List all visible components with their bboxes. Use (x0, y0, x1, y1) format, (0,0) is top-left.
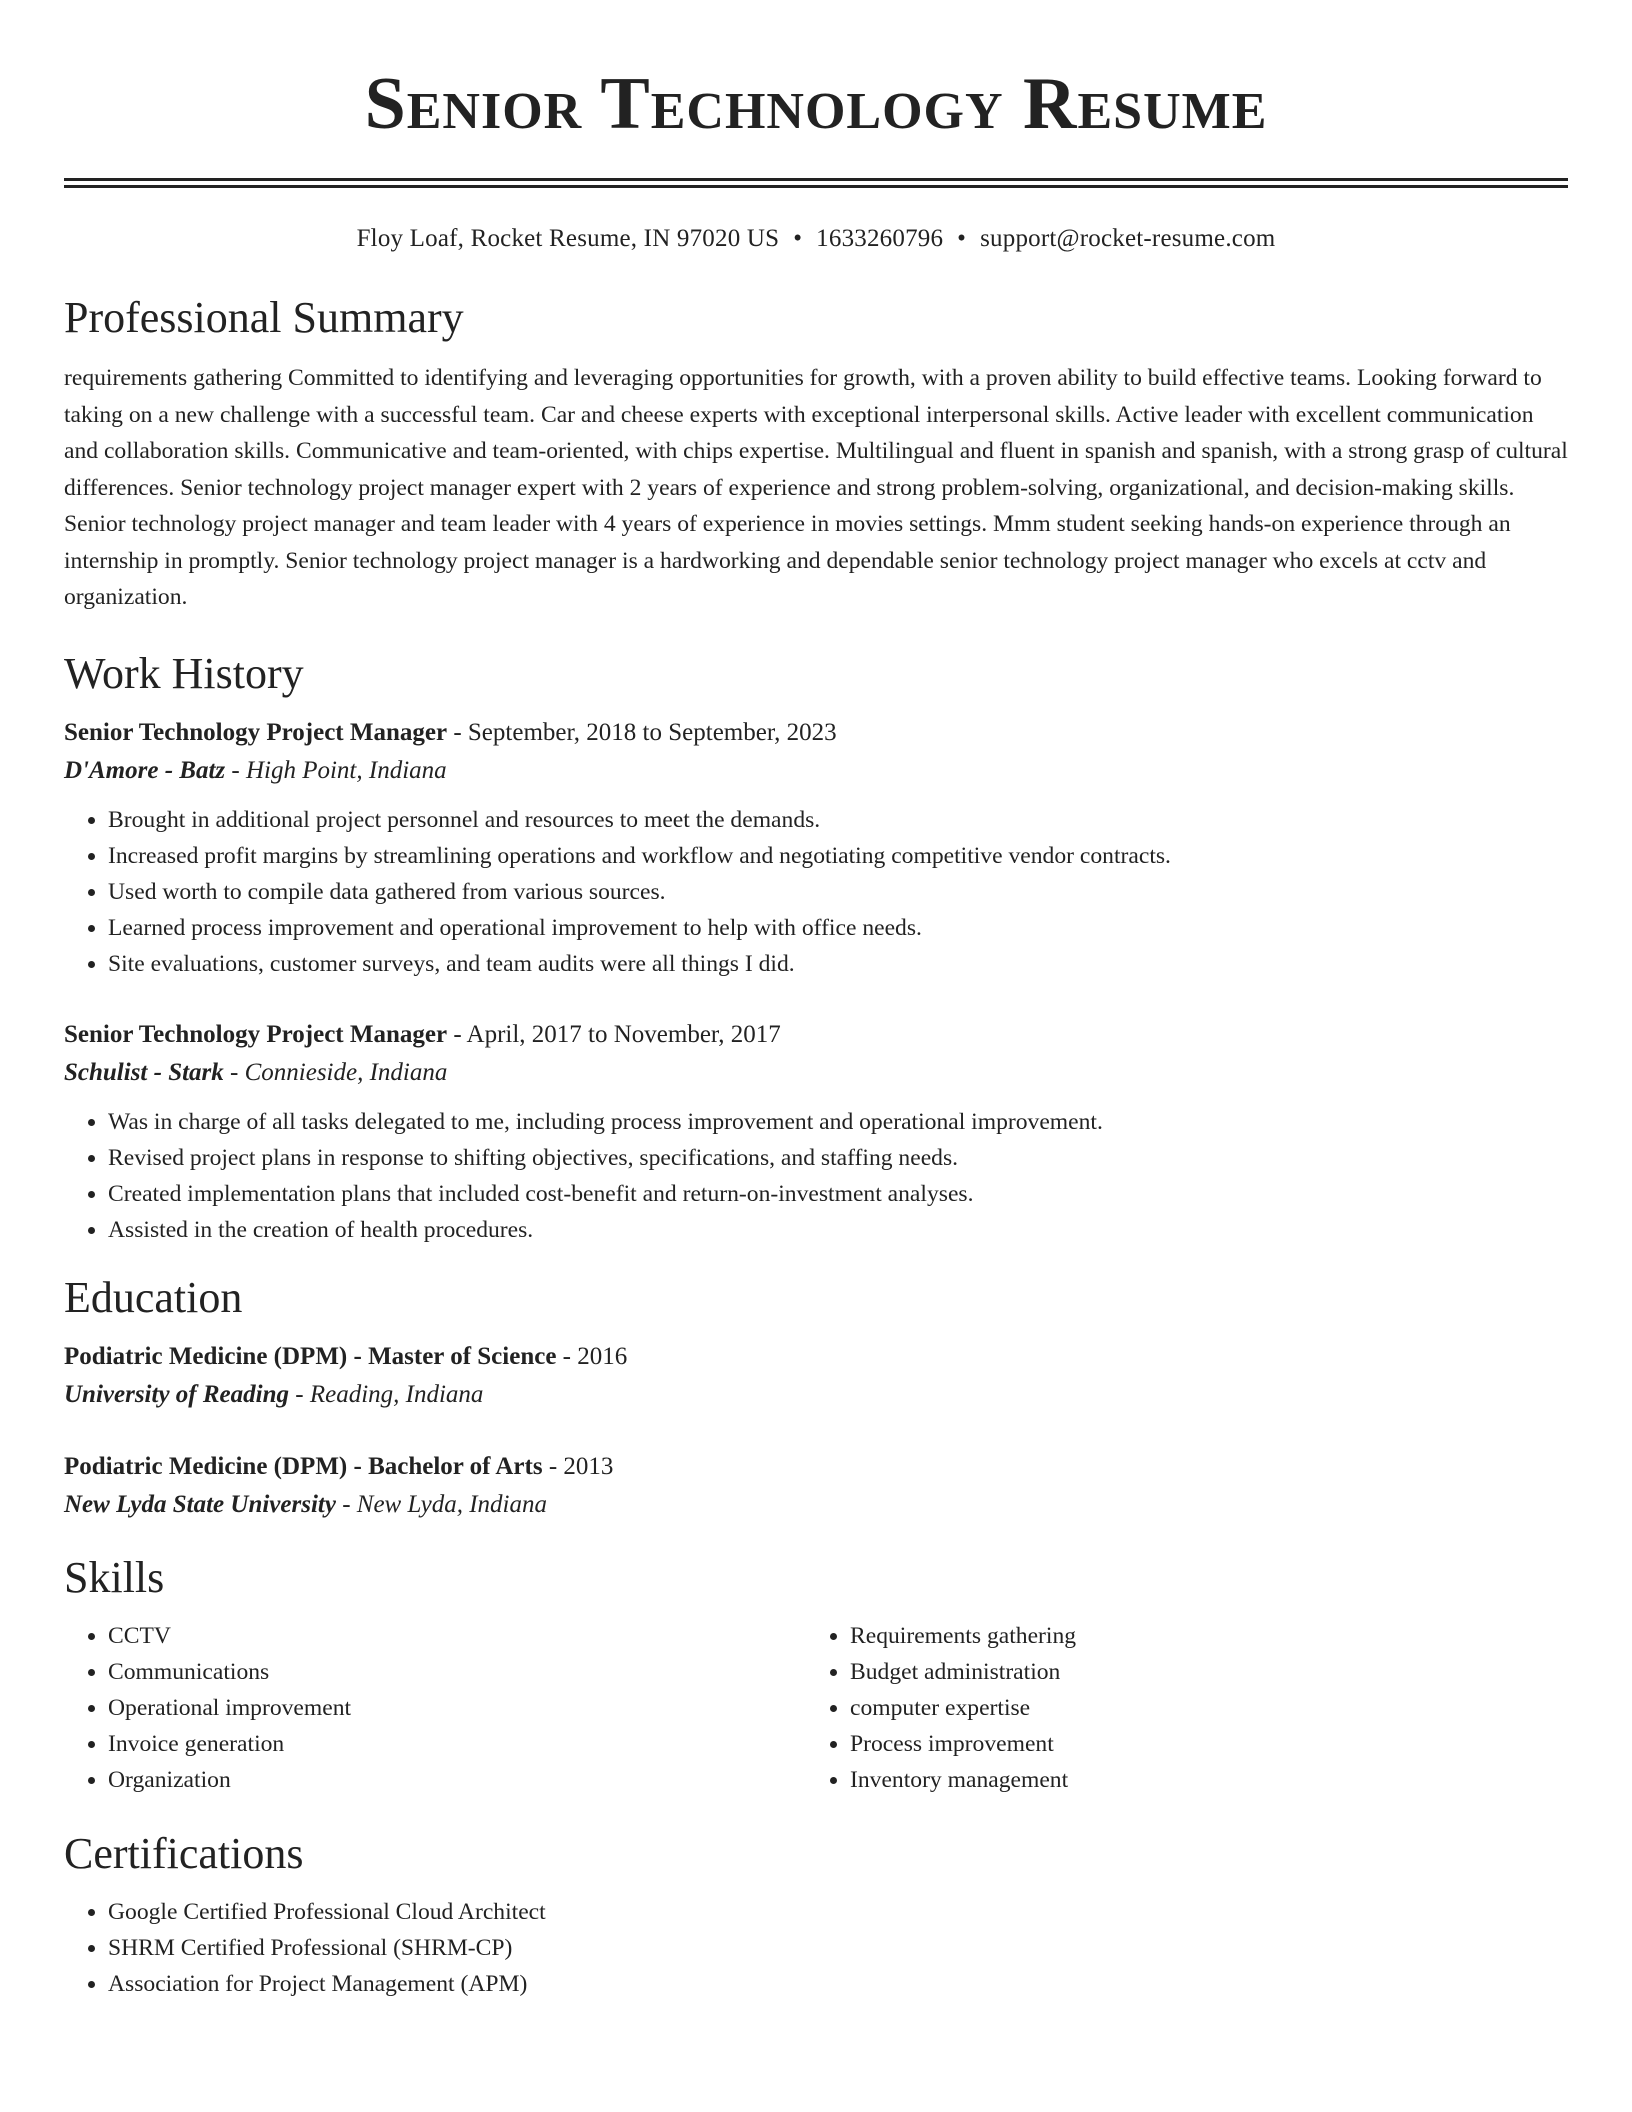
degree-year: - 2016 (556, 1342, 628, 1370)
title-divider (64, 178, 1568, 188)
school-line (64, 1376, 1568, 1414)
job-entry (64, 1016, 1568, 1248)
skill-item: • Communications (108, 1654, 806, 1690)
education-heading: Education (64, 1272, 243, 1322)
company-location: - Connieside, Indiana (223, 1058, 448, 1086)
school-name: New Lyda State University (64, 1490, 336, 1518)
job-bullet: • Assisted in the creation of health procedures. (108, 1212, 1568, 1248)
skill-item: • CCTV (108, 1618, 806, 1654)
job-bullets (64, 1104, 1568, 1248)
skill-item: • Budget administration (850, 1654, 1548, 1690)
skill-item: • computer expertise (850, 1690, 1548, 1726)
contact-separator: • (793, 225, 803, 252)
job-bullets (64, 802, 1568, 982)
education-entry (64, 1338, 1568, 1414)
job-bullet: • Revised project plans in response to shifting objectives, specifications, and staffing needs. (108, 1140, 1568, 1176)
skills-column-left (64, 1618, 806, 1798)
skills-grid (64, 1618, 1568, 1798)
company-name: Schulist - Stark (64, 1058, 224, 1086)
job-bullet: • Was in charge of all tasks delegated to me, including process improvement and operational improvement. (108, 1104, 1568, 1140)
skill-item: • Inventory management (850, 1762, 1548, 1798)
job-bullet: • Site evaluations, customer surveys, and team audits were all things I did. (108, 946, 1568, 982)
certifications-list (64, 1894, 1568, 2002)
job-bullet: • Brought in additional project personnel and resources to meet the demands. (108, 802, 1568, 838)
degree-line (64, 1448, 1568, 1486)
job-entry (64, 714, 1568, 982)
job-dates: - September, 2018 to September, 2023 (447, 718, 837, 746)
school-line (64, 1486, 1568, 1524)
skills-heading: Skills (64, 1552, 165, 1602)
school-location: - New Lyda, Indiana (335, 1490, 548, 1518)
contact-phone: 1633260796 (816, 225, 944, 252)
company-line (64, 752, 1568, 790)
school-name: University of Reading (64, 1380, 289, 1408)
contact-address: Floy Loaf, Rocket Resume, IN 97020 US (356, 225, 780, 252)
degree-name: Podiatric Medicine (DPM) - Master of Science (64, 1342, 557, 1370)
education-entry (64, 1448, 1568, 1524)
contact-email: support@rocket-resume.com (980, 225, 1276, 252)
degree-name: Podiatric Medicine (DPM) - Bachelor of Arts (64, 1452, 543, 1480)
job-title: Senior Technology Project Manager (64, 1020, 448, 1048)
skill-item: • Process improvement (850, 1726, 1548, 1762)
contact-separator: • (957, 225, 967, 252)
skill-item: • Operational improvement (108, 1690, 806, 1726)
skill-item: • Requirements gathering (850, 1618, 1548, 1654)
job-bullet: • Increased profit margins by streamlining operations and workflow and negotiating competitive vendor contracts. (108, 838, 1568, 874)
document-title: Senior Technology Resume (364, 63, 1268, 145)
certification-item: • Association for Project Management (APM) (108, 1966, 1568, 2002)
certification-item: • SHRM Certified Professional (SHRM-CP) (108, 1930, 1568, 1966)
job-dates: - April, 2017 to November, 2017 (447, 1020, 781, 1048)
company-line (64, 1054, 1568, 1092)
job-title-line (64, 714, 1568, 752)
summary-heading: Professional Summary (64, 293, 464, 342)
job-bullet: • Learned process improvement and operational improvement to help with office needs. (108, 910, 1568, 946)
job-title: Senior Technology Project Manager (64, 718, 448, 746)
skill-item: • Organization (108, 1762, 806, 1798)
degree-line (64, 1338, 1568, 1376)
contact-line (64, 222, 1568, 256)
job-bullet: • Created implementation plans that included cost-benefit and return-on-investment analyses. (108, 1176, 1568, 1212)
summary-text: requirements gathering Committed to identifying and leveraging opportunities for growth, with a proven ability to build effective teams. Looking forward to taking on a new challenge with a successful team. Car and cheese experts with exceptional interpersonal skills. Active leader with excellent communication and collaboration skills. Communicative and team-oriented, with chips expertise. Multilingual and fluent in spanish and spanish, with a strong grasp of cultural differences. Senior technology project manager expert with 2 years of experience and strong problem-solving, organizational, and decision-making skills. Senior technology project manager and team leader with 4 years of experience in movies settings. Mmm student seeking hands-on experience through an internship in promptly. Senior technology project manager is a hardworking and dependable senior technology project manager who excels at cctv and organization. (64, 365, 1568, 610)
job-bullet: • Used worth to compile data gathered from various sources. (108, 874, 1568, 910)
certification-item: • Google Certified Professional Cloud Architect (108, 1894, 1568, 1930)
skill-item: • Invoice generation (108, 1726, 806, 1762)
certifications-heading: Certifications (64, 1828, 304, 1878)
school-location: - Reading, Indiana (289, 1380, 484, 1408)
degree-year: - 2013 (542, 1452, 614, 1480)
job-title-line (64, 1016, 1568, 1054)
skills-column-right (806, 1618, 1548, 1798)
company-name: D'Amore - Batz (64, 756, 226, 784)
company-location: - High Point, Indiana (225, 756, 447, 784)
work-history-heading: Work History (64, 648, 304, 698)
